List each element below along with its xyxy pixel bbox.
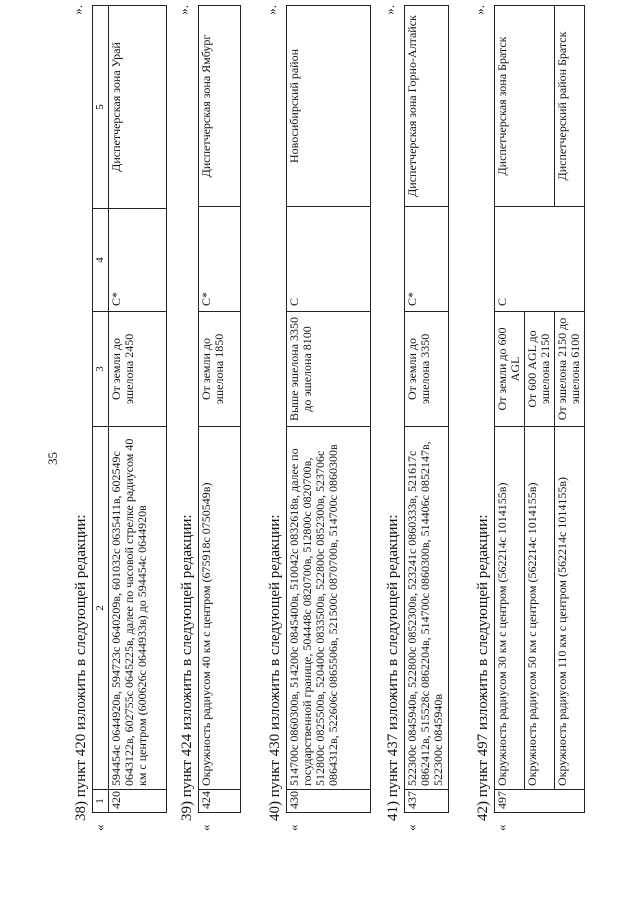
vertical-limits: От земли до эшелона 2450 [109, 312, 167, 427]
row-number: 437 [405, 790, 449, 813]
section-heading [72, 5, 90, 821]
close-quote: ». [472, 5, 487, 15]
control-zone: Новосибирский район [287, 6, 371, 207]
boundary-description: Окружность радиусом 110 км с центром (562214с 1014155в) [555, 427, 585, 790]
airspace-class: С [287, 207, 371, 312]
section-430 [264, 5, 371, 831]
table-row [405, 6, 449, 813]
close-quote: ». [176, 5, 191, 15]
airspace-table [92, 5, 167, 813]
col-header: 4 [93, 209, 109, 312]
airspace-table [404, 5, 449, 813]
airspace-table [198, 5, 241, 813]
airspace-class: С* [405, 207, 449, 312]
section-497 [472, 5, 585, 831]
boundary-description: Окружность радиусом 30 км с центром (562214с 1014155в) [495, 427, 525, 790]
vertical-limits: От земли до эшелона 1850 [199, 312, 241, 427]
col-header: 3 [93, 312, 109, 427]
vertical-limits: От земли до 600 AGL [495, 312, 525, 427]
row-number: 420 [109, 790, 167, 813]
col-header: 1 [93, 790, 109, 813]
vertical-limits: Выше эшелона 3350 до эшелона 8100 [287, 312, 371, 427]
open-quote: « [494, 824, 509, 831]
control-zone: Диспетчерская зона Горно-Алтайск [405, 6, 449, 207]
page-number: 35 [45, 452, 60, 465]
boundary-description: 514700с 0860300в, 514200с 0845400в, 510042с 0832618в, далее по государственной границе, 504448с 0820700в, 512800с 0820700в, 512800с 0825500в, 520400с 0833500в, 522800с 0852300в, 523706с 0864312в, 522606с 0865506в, 521500с 0870700в, 514700с 0860300в [287, 427, 371, 790]
control-zone: Диспетчерская зона Урай [109, 6, 167, 209]
table-row [109, 6, 167, 813]
row-number: 497 [495, 790, 585, 813]
section-437 [382, 5, 449, 831]
boundary-description: Окружность радиусом 40 км с центром (675918с 0750549в) [199, 427, 241, 790]
section-heading-text: 41) пункт 437 изложить в следующей редакции: [385, 514, 401, 821]
open-quote: « [286, 824, 301, 831]
open-quote: « [198, 824, 213, 831]
col-header: 5 [93, 6, 109, 209]
close-quote: ». [382, 5, 397, 15]
airspace-table [494, 5, 585, 813]
col-header: 2 [93, 427, 109, 790]
table-row [555, 6, 585, 813]
table-row [287, 6, 371, 813]
boundary-description: 594454с 0644920в, 594723с 0640209в, 601032с 0635411в, 602549с 0643122в, 602755с 0645225в, далее по часовой стрелке радиусом 40 км с центром (600626с 0644933в) до 594454с 0644920в [109, 427, 167, 790]
section-424 [176, 5, 241, 831]
boundary-description: Окружность радиусом 50 км с центром (562214с 1014155в) [525, 427, 555, 790]
table-header-row [93, 6, 109, 813]
open-quote: « [404, 824, 419, 831]
airspace-class: С [495, 207, 585, 312]
row-number: 424 [199, 790, 241, 813]
airspace-table [286, 5, 371, 813]
row-number: 430 [287, 790, 371, 813]
section-heading-text: 39) пункт 424 изложить в следующей редакции: [179, 514, 195, 821]
section-420 [70, 5, 167, 831]
section-heading [178, 5, 196, 821]
vertical-limits: От 600 AGL до эшелона 2150 [525, 312, 555, 427]
control-zone: Диспетчерская зона Братск [495, 6, 555, 207]
section-heading [266, 5, 284, 821]
section-heading [474, 5, 492, 821]
section-heading-text: 40) пункт 430 изложить в следующей редакции: [267, 514, 283, 821]
close-quote: ». [70, 5, 85, 15]
close-quote: ». [264, 5, 279, 15]
boundary-description: 522300с 0845940в, 522800с 0852300в, 523241с 0860333в, 521617с 0862412в, 515528с 0862204в, 514700с 0860300в, 514406с 0852147в, 522300с 0845940в [405, 427, 449, 790]
airspace-class: С* [199, 207, 241, 312]
vertical-limits: От эшелона 2150 до эшелона 6100 [555, 312, 585, 427]
table-row [495, 6, 525, 813]
table-row [199, 6, 241, 813]
control-zone: Диспетчерская зона Ямбург [199, 6, 241, 207]
open-quote: « [92, 824, 107, 831]
control-area: Диспетчерский район Братск [555, 6, 585, 207]
airspace-class: С* [109, 209, 167, 312]
section-heading-text: 42) пункт 497 изложить в следующей редакции: [475, 514, 491, 821]
section-heading [384, 5, 402, 821]
vertical-limits: От земли до эшелона 3350 [405, 312, 449, 427]
section-heading-text: 38) пункт 420 изложить в следующей редакции: [73, 514, 89, 821]
